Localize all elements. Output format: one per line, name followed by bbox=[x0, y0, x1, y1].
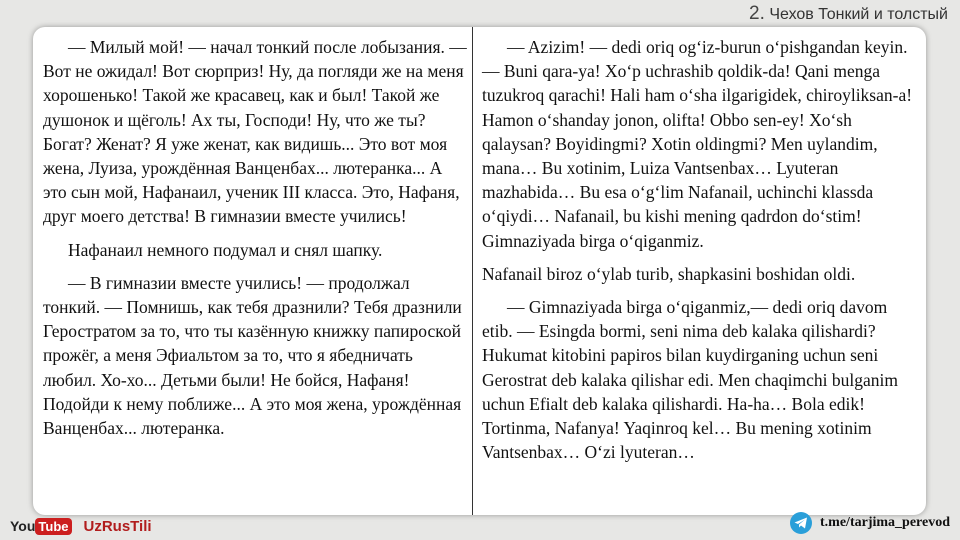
russian-paragraph: Нафанаил немного подумал и снял шапку. bbox=[68, 239, 383, 260]
uzbek-text-column bbox=[482, 35, 918, 473]
slide-header bbox=[749, 3, 948, 25]
channel-name[interactable]: UzRusTili bbox=[83, 517, 152, 535]
slide-title: Чехов Тонкий и толстый bbox=[769, 6, 948, 23]
telegram-icon[interactable] bbox=[790, 512, 812, 534]
russian-paragraph: — В гимназии вместе учились! — продолжал тонкий. — Помнишь, как тебя дразнили? Тебя дразнили Геростратом за то, что ты казённую книжку папироской прожёг, а меня Эфиальтом за то, что я ябедничать любил. Хо-хо... Детьми были! Не бойся, Нафаня! Подойди к нему поближе... А это моя жена, урождённая Ванценбах... лютеранка. bbox=[43, 272, 462, 439]
russian-paragraph: — Милый мой! — начал тонкий после лобызания. — Вот не ожидал! Вот сюрприз! Ну, да погляди же на меня хорошенько! Такой же красавец, как и был! Такой же душонок и щёголь! Ах ты, Господи! Ну, что же ты? Богат? Женат? Я уже женат, как видишь... Это вот моя жена, Луиза, урождённая Ванценбах... лютеранка... А это сын мой, Нафанаил, ученик III класса. Это, Нафаня, друг моего детства! В гимназии вместе учились! bbox=[43, 37, 467, 227]
youtube-logo-icon: Tube bbox=[35, 518, 71, 535]
uzbek-paragraph: — Gimnaziyada birga o‘qiganmiz,— dedi oriq davom etib. — Esingda bormi, seni nima deb kalaka qilishardi? Hukumat kitobini papiros bilan kuydirganing uchun seni Gerostrat deb kalaka qilishar edi. Men chaqimchi bulganim uchun Efialt deb kalaka qilishardi. Ha-ha… Bola edik! Tortinma, Nafanya! Yaqinroq kel… Bu mening xotinim Vantsenbax… O‘zi lyuteran… bbox=[482, 297, 898, 463]
telegram-link[interactable]: t.me/tarjima_perevod bbox=[820, 515, 950, 530]
column-divider bbox=[472, 27, 473, 515]
uzbek-paragraph: — Azizim! — dedi oriq og‘iz-burun o‘pishgandan keyin. — Buni qara-ya! Xo‘p uchrashib qoldik-da! Qani menga tuzukroq qarachi! Hali ham o‘sha ilgarigidek, chiroyliksan-a! Hamon o‘shanday jonon, olifta! Obbo sen-ey! Xo‘sh qalaysan? Boyidingmi? Xotin oldingmi? Men uylandim, mana… Bu xotinim, Luiza Vantsenbax… Lyuteran mazhabida… Bu esa o‘g‘lim Nafanail, uchinchi klassda o‘qiydi… Nafanail, bu kishi mening qadrdon do‘stim! Gimnaziyada birga o‘qiganmiz. bbox=[482, 37, 913, 251]
youtube-branding[interactable] bbox=[10, 516, 152, 536]
telegram-link-area[interactable] bbox=[790, 512, 950, 534]
youtube-logo-text: You bbox=[10, 518, 36, 534]
uzbek-paragraph: Nafanail biroz o‘ylab turib, shapkasini boshidan oldi. bbox=[482, 263, 856, 284]
telegram-plane-glyph bbox=[794, 517, 808, 529]
text-panel bbox=[33, 27, 926, 515]
russian-text-column bbox=[43, 35, 467, 449]
slide-number: 2. bbox=[749, 3, 765, 24]
